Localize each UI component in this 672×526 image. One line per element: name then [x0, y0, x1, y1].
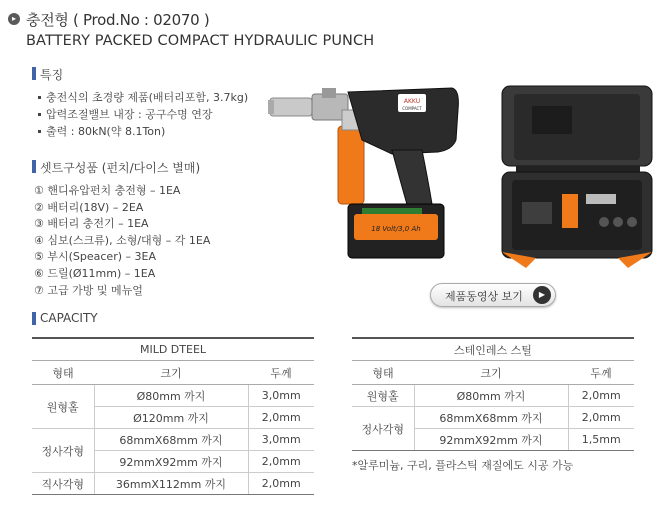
features-list	[38, 89, 248, 140]
form-cell: 직사각형	[32, 473, 94, 495]
thickness-cell: 2,0mm	[568, 407, 634, 429]
form-cell: 원형홀	[352, 385, 414, 407]
column-header: 형태	[352, 361, 414, 385]
battery-label: 18 Volt/3,0 Ah	[371, 225, 421, 233]
thickness-cell: 2,0mm	[248, 407, 314, 429]
component-item: ⑦ 고급 가방 및 메뉴얼	[34, 283, 143, 297]
components-heading-bar	[32, 160, 36, 173]
table-caption: MILD DTEEL	[32, 338, 314, 361]
form-cell: 정사각형	[352, 407, 414, 451]
size-cell: Ø80mm 까지	[94, 385, 248, 407]
capacity-table-mild-steel	[32, 337, 314, 495]
size-cell: 92mmX92mm 까지	[94, 451, 248, 473]
form-cell: 정사각형	[32, 429, 94, 473]
play-icon: ▶	[533, 286, 551, 304]
carrying-case-image	[496, 82, 662, 272]
product-video-button[interactable]	[430, 283, 556, 307]
product-title: 충전형 ( Prod.No : 02070 )	[26, 11, 210, 29]
capacity-heading-bar	[32, 312, 36, 325]
component-item: ② 배터리(18V) – 2EA	[34, 200, 144, 214]
column-header: 크기	[94, 361, 248, 385]
table-row	[352, 407, 634, 429]
brand-sub-label: COMPACT	[402, 106, 422, 111]
column-header: 형태	[32, 361, 94, 385]
features-heading: 특징	[40, 68, 64, 82]
size-cell: Ø80mm 까지	[414, 385, 568, 407]
table-row	[32, 385, 314, 407]
table-row	[352, 385, 634, 407]
thickness-cell: 1,5mm	[568, 429, 634, 451]
material-note: *알루미늄, 구리, 플라스틱 재질에도 시공 가능	[352, 459, 574, 472]
feature-item: 출력 : 80kN(약 8.1Ton)	[38, 123, 248, 140]
component-item: ③ 배터리 충전기 – 1EA	[34, 217, 149, 231]
component-item: ⑤ 부시(Speacer) – 3EA	[34, 250, 156, 264]
column-header: 두께	[248, 361, 314, 385]
size-cell: Ø120mm 까지	[94, 407, 248, 429]
table-caption: 스테인레스 스틸	[352, 338, 634, 361]
component-item: ④ 심보(스크류), 소형/대형 – 각 1EA	[34, 233, 211, 247]
brand-label: AKKU	[403, 98, 421, 105]
components-list	[34, 183, 210, 299]
title-bullet-icon: ▸	[8, 13, 20, 25]
thickness-cell: 2,0mm	[568, 385, 634, 407]
column-header: 크기	[414, 361, 568, 385]
table-row	[32, 429, 314, 451]
table-row	[32, 473, 314, 495]
hydraulic-punch-image	[262, 80, 462, 270]
component-item: ① 핸디유압펀치 충전형 – 1EA	[34, 184, 181, 197]
thickness-cell: 2,0mm	[248, 473, 314, 495]
size-cell: 68mmX68mm 까지	[94, 429, 248, 451]
features-heading-bar	[32, 67, 36, 80]
thickness-cell: 3,0mm	[248, 429, 314, 451]
capacity-heading: CAPACITY	[40, 311, 98, 325]
feature-item: 압력조절밸브 내장 : 공구수명 연장	[38, 106, 248, 123]
product-video-label: 제품동영상 보기	[445, 290, 523, 303]
component-item: ⑥ 드릴(Ø11mm) – 1EA	[34, 266, 156, 280]
column-header: 두께	[568, 361, 634, 385]
thickness-cell: 3,0mm	[248, 385, 314, 407]
size-cell: 92mmX92mm 까지	[414, 429, 568, 451]
size-cell: 36mmX112mm 까지	[94, 473, 248, 495]
product-subtitle: BATTERY PACKED COMPACT HYDRAULIC PUNCH	[26, 33, 375, 49]
capacity-table-stainless-steel	[352, 337, 634, 451]
form-cell: 원형홀	[32, 385, 94, 429]
thickness-cell: 2,0mm	[248, 451, 314, 473]
size-cell: 68mmX68mm 까지	[414, 407, 568, 429]
components-heading: 셋트구성품 (펀치/다이스 별매)	[40, 161, 201, 175]
feature-item: 충전식의 초경량 제품(배터리포함, 3.7kg)	[38, 89, 248, 106]
